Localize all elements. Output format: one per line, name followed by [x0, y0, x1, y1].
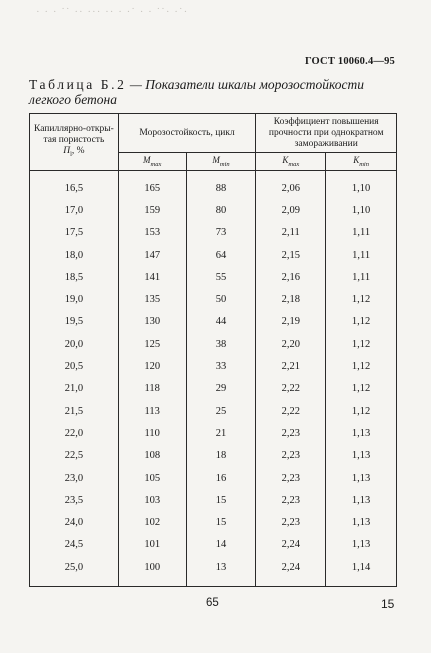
cell-m-min: 14 [186, 534, 256, 556]
cell-porosity: 24,0 [30, 511, 119, 533]
cell-m-min: 73 [186, 222, 256, 244]
table-row [30, 489, 397, 511]
cell-porosity: 23,0 [30, 467, 119, 489]
cell-m-max: 165 [118, 171, 186, 200]
cell-m-min: 15 [186, 511, 256, 533]
cell-m-max: 120 [118, 355, 186, 377]
cell-k-max: 2,18 [256, 288, 326, 310]
cell-m-max: 147 [118, 244, 186, 266]
cell-m-min: 18 [186, 445, 256, 467]
cell-m-min: 29 [186, 378, 256, 400]
cell-k-min: 1,11 [326, 222, 397, 244]
cell-k-max: 2,09 [256, 199, 326, 221]
cell-k-min: 1,10 [326, 171, 397, 200]
cell-k-min: 1,12 [326, 288, 397, 310]
cell-m-max: 135 [118, 288, 186, 310]
header-porosity [30, 114, 119, 171]
cell-porosity: 19,0 [30, 288, 119, 310]
cell-k-max: 2,22 [256, 378, 326, 400]
cell-m-max: 141 [118, 266, 186, 288]
cell-m-min: 25 [186, 400, 256, 422]
cell-porosity: 18,5 [30, 266, 119, 288]
cell-porosity: 25,0 [30, 556, 119, 587]
cell-m-max: 100 [118, 556, 186, 587]
cell-k-max: 2,21 [256, 355, 326, 377]
cell-m-min: 80 [186, 199, 256, 221]
header-frost-resistance: Морозостойкость, цикл [118, 114, 256, 153]
cell-k-min: 1,14 [326, 556, 397, 587]
cell-k-min: 1,13 [326, 489, 397, 511]
cell-k-max: 2,23 [256, 422, 326, 444]
subheader-k-min-sub: min [359, 160, 369, 168]
cell-k-max: 2,22 [256, 400, 326, 422]
page-number-center: 65 [206, 597, 219, 609]
cell-k-max: 2,23 [256, 489, 326, 511]
cell-m-min: 88 [186, 171, 256, 200]
cell-k-min: 1,12 [326, 400, 397, 422]
cell-porosity: 18,0 [30, 244, 119, 266]
table-body [30, 171, 397, 587]
table-row [30, 333, 397, 355]
cell-k-max: 2,23 [256, 467, 326, 489]
frost-resistance-table [29, 113, 397, 587]
cell-k-min: 1,13 [326, 534, 397, 556]
table-row [30, 288, 397, 310]
cell-k-max: 2,20 [256, 333, 326, 355]
cell-m-max: 110 [118, 422, 186, 444]
cell-k-max: 2,16 [256, 266, 326, 288]
cell-m-min: 55 [186, 266, 256, 288]
header-coef-line1: Коэффициент повышения [273, 116, 379, 127]
table-row [30, 171, 397, 200]
cell-k-min: 1,13 [326, 467, 397, 489]
table-row [30, 222, 397, 244]
subheader-m-max-sub: max [150, 160, 162, 168]
cell-m-max: 159 [118, 199, 186, 221]
subheader-m-min [186, 153, 256, 171]
cell-m-min: 33 [186, 355, 256, 377]
cell-porosity: 19,5 [30, 311, 119, 333]
table-title-lead: Таблица Б.2 [29, 77, 127, 92]
cell-porosity: 20,5 [30, 355, 119, 377]
table-row [30, 511, 397, 533]
faint-header-text: · · · ˙˙ ·· ··· ·· · ·˙ · · ˙˙· ·˙· [36, 6, 189, 18]
cell-porosity: 17,0 [30, 199, 119, 221]
subheader-k-min [326, 153, 397, 171]
subheader-m-min-sub: min [219, 160, 230, 168]
cell-m-max: 130 [118, 311, 186, 333]
cell-k-max: 2,06 [256, 171, 326, 200]
cell-m-min: 13 [186, 556, 256, 587]
cell-k-max: 2,23 [256, 511, 326, 533]
cell-k-min: 1,12 [326, 311, 397, 333]
subheader-k-max-main: K [282, 155, 289, 166]
cell-k-min: 1,12 [326, 355, 397, 377]
cell-m-max: 108 [118, 445, 186, 467]
subheader-k-max [256, 153, 326, 171]
table-row [30, 400, 397, 422]
cell-k-min: 1,11 [326, 266, 397, 288]
subheader-k-min-main: K [353, 155, 360, 166]
cell-m-max: 101 [118, 534, 186, 556]
cell-k-min: 1,12 [326, 378, 397, 400]
cell-porosity: 16,5 [30, 171, 119, 200]
header-porosity-symbol: П [63, 146, 71, 157]
table-title [29, 77, 409, 107]
cell-m-max: 105 [118, 467, 186, 489]
table-row [30, 244, 397, 266]
table-row [30, 422, 397, 444]
cell-k-max: 2,23 [256, 445, 326, 467]
cell-porosity: 22,5 [30, 445, 119, 467]
cell-porosity: 17,5 [30, 222, 119, 244]
cell-k-max: 2,24 [256, 534, 326, 556]
table-row [30, 556, 397, 587]
cell-m-max: 113 [118, 400, 186, 422]
cell-m-max: 103 [118, 489, 186, 511]
cell-porosity: 20,0 [30, 333, 119, 355]
cell-k-min: 1,13 [326, 422, 397, 444]
subheader-m-max [118, 153, 186, 171]
cell-k-max: 2,19 [256, 311, 326, 333]
header-strength-coefficient [256, 114, 397, 153]
cell-porosity: 21,5 [30, 400, 119, 422]
table-row [30, 467, 397, 489]
cell-porosity: 24,5 [30, 534, 119, 556]
subheader-m-min-main: M [212, 155, 220, 166]
table-row [30, 534, 397, 556]
table-row [30, 378, 397, 400]
cell-porosity: 22,0 [30, 422, 119, 444]
header-porosity-line3 [30, 146, 118, 160]
table-row [30, 355, 397, 377]
cell-m-max: 102 [118, 511, 186, 533]
cell-m-min: 15 [186, 489, 256, 511]
cell-m-max: 125 [118, 333, 186, 355]
header-porosity-line1: Капиллярно-откры- [34, 124, 114, 135]
cell-m-min: 38 [186, 333, 256, 355]
cell-k-min: 1,13 [326, 511, 397, 533]
header-porosity-unit: , % [71, 146, 85, 157]
cell-m-min: 50 [186, 288, 256, 310]
cell-m-max: 118 [118, 378, 186, 400]
subheader-k-max-sub: max [288, 160, 300, 168]
cell-k-min: 1,12 [326, 333, 397, 355]
cell-k-max: 2,11 [256, 222, 326, 244]
table-row [30, 445, 397, 467]
cell-m-max: 153 [118, 222, 186, 244]
cell-m-min: 64 [186, 244, 256, 266]
cell-k-min: 1,10 [326, 199, 397, 221]
header-porosity-line2: тая пористость [43, 135, 105, 146]
table-row [30, 266, 397, 288]
cell-porosity: 21,0 [30, 378, 119, 400]
table-row [30, 199, 397, 221]
header-porosity-symbol-sub: l [70, 150, 72, 158]
header-coef-line3: замораживании [294, 138, 358, 149]
cell-porosity: 23,5 [30, 489, 119, 511]
page-number-right: 15 [381, 597, 395, 611]
subheader-m-max-main: M [143, 155, 151, 166]
cell-m-min: 16 [186, 467, 256, 489]
cell-m-min: 21 [186, 422, 256, 444]
cell-k-max: 2,15 [256, 244, 326, 266]
cell-m-min: 44 [186, 311, 256, 333]
cell-k-min: 1,13 [326, 445, 397, 467]
document-code: ГОСТ 10060.4—95 [304, 56, 395, 67]
table-title-text: — Показатели шкалы морозостойкости легкого бетона [29, 77, 365, 107]
cell-k-max: 2,24 [256, 556, 326, 587]
header-coef-line2: прочности при однократном [268, 127, 384, 138]
table-row [30, 311, 397, 333]
cell-k-min: 1,11 [326, 244, 397, 266]
